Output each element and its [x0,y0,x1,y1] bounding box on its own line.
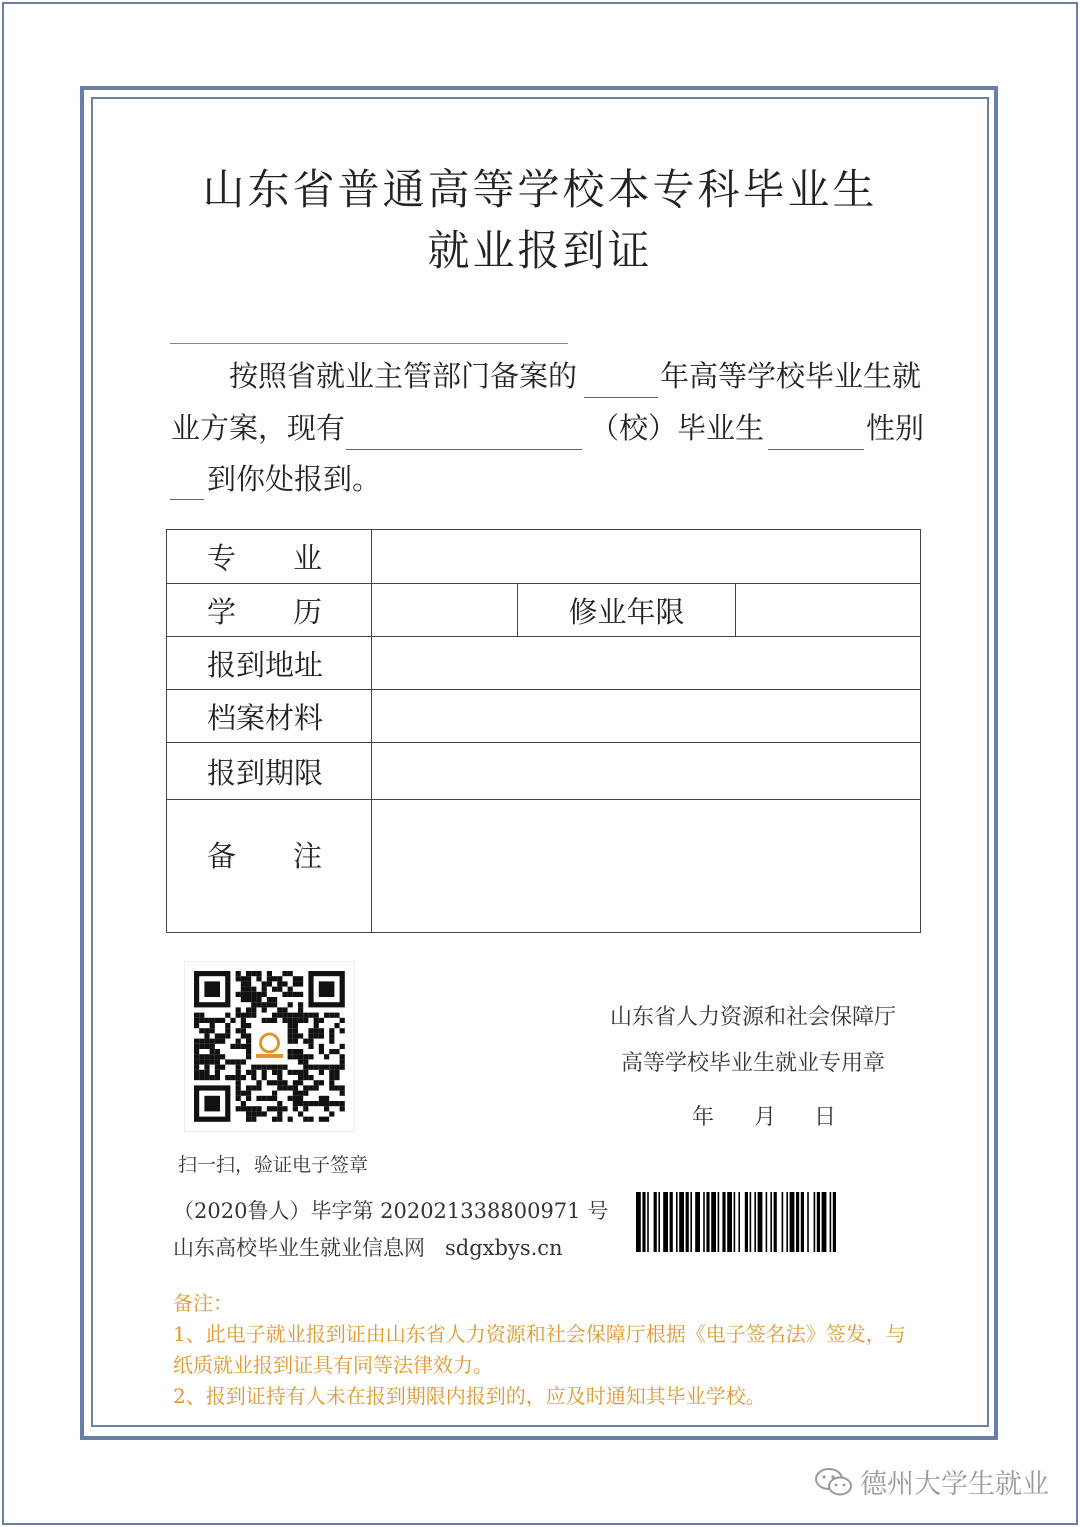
remark-label-a: 备 [207,839,237,873]
major-value [372,530,921,584]
date-month: 月 [754,1105,777,1130]
note-2: 2、报到证持有人未在报到期限内报到的，应及时通知其毕业学校。 [173,1384,766,1408]
remark-label-b: 注 [292,839,322,873]
paragraph-line2-c: 性别 [866,411,925,445]
paragraph-line1-a: 按照省就业主管部门备案的 [229,359,578,393]
major-label-b: 业 [292,541,322,575]
education-value [372,584,518,637]
notes-heading: 备注： [173,1291,233,1315]
paragraph-line2-b: （校）毕业生 [590,411,765,445]
wechat-icon [814,1467,854,1497]
note-1b: 纸质就业报到证具有同等法律效力。 [173,1353,493,1377]
study-years-value [736,584,921,637]
seal-line-1: 山东省人力资源和社会保障厅 [610,1005,897,1030]
remark-value [372,800,921,933]
row-remark [167,800,921,933]
row-deadline [167,743,921,800]
name-blank [768,449,864,450]
certificate-number: （2020鲁人）毕字第 202021338800971 号 [173,1199,609,1223]
title-line-1: 山东省普通高等学校本专科毕业生 [202,165,878,214]
study-years-label: 修业年限 [518,584,736,637]
watermark-text: 德州大学生就业 [860,1469,1049,1500]
education-label-b: 历 [292,594,322,629]
header-divider [170,343,568,344]
major-label-a: 专 [207,541,237,575]
note-1a: 1、此电子就业报到证由山东省人力资源和社会保障厅根据《电子签名法》签发，与 [173,1322,906,1346]
deadline-label: 报到期限 [207,755,324,790]
date-year: 年 [692,1105,715,1130]
paragraph-line2-a: 业方案，现有 [171,411,346,445]
date-day: 日 [814,1105,837,1130]
deadline-value [372,743,921,800]
watermark [814,1462,1049,1501]
paragraph-line3: 到你处报到。 [207,462,382,496]
row-major [167,530,921,584]
title-line-2: 就业报到证 [427,226,653,275]
paragraph-line1-b: 年高等学校毕业生就 [660,359,922,393]
seal-line-2: 高等学校毕业生就业专用章 [621,1051,886,1076]
archive-value [372,690,921,743]
school-blank [346,449,582,450]
address-value [372,637,921,690]
archive-label: 档案材料 [207,700,324,735]
info-website: 山东高校毕业生就业信息网 sdgxbys.cn [173,1236,563,1260]
row-education [167,584,921,637]
info-table [166,529,921,933]
barcode-icon [636,1192,880,1252]
address-label: 报到地址 [207,647,324,682]
row-address [167,637,921,690]
year-blank [584,397,658,398]
qr-code-icon[interactable] [184,961,355,1132]
row-archive [167,690,921,743]
education-label-a: 学 [207,594,237,629]
qr-caption: 扫一扫，验证电子签章 [178,1154,369,1176]
gender-blank [170,499,204,500]
